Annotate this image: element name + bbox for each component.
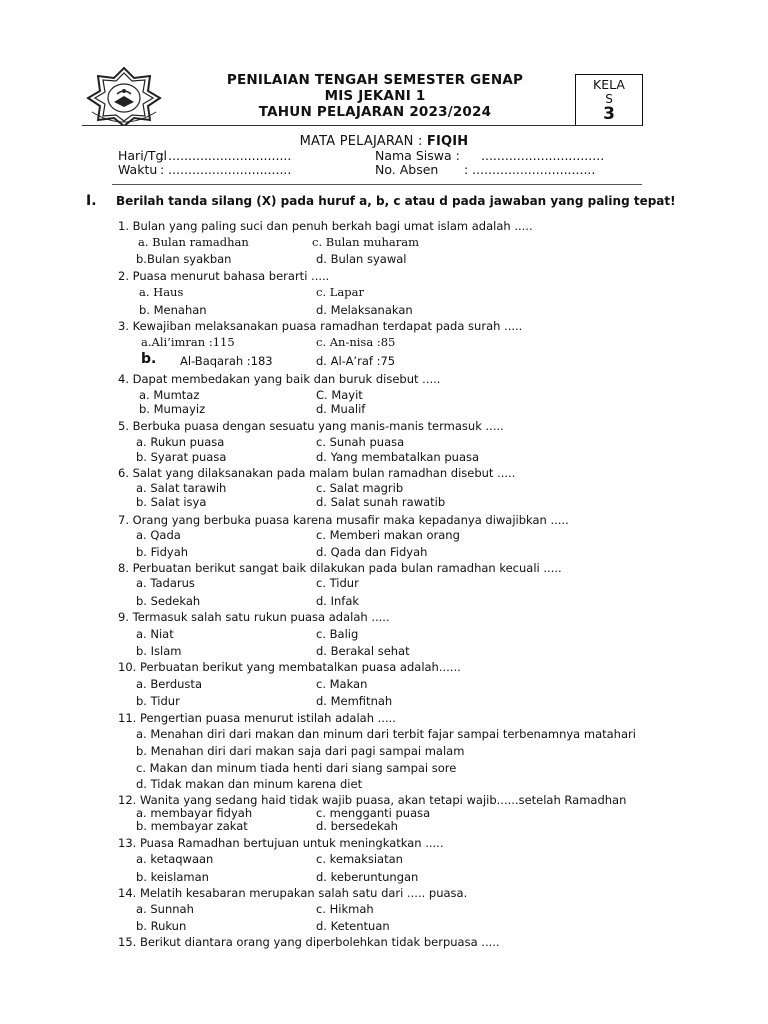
- q10-option-c[interactable]: c. Makan: [316, 677, 368, 691]
- q1-option-d[interactable]: d. Bulan syawal: [316, 252, 407, 266]
- section-number: I.: [86, 193, 97, 209]
- q11-option-a[interactable]: a. Menahan diri dari makan dan minum dari terbit fajar sampai terbenamnya matahari: [136, 727, 636, 741]
- q13-option-d[interactable]: d. keberuntungan: [316, 870, 419, 884]
- question-2: 2. Puasa menurut bahasa berarti .....: [118, 269, 330, 283]
- student-name-label: Nama Siswa :: [375, 148, 460, 163]
- school-name: MIS JEKANI 1: [324, 88, 426, 104]
- question-6: 6. Salat yang dilaksanakan pada malam bulan ramadhan disebut .....: [118, 466, 516, 480]
- q14-option-d[interactable]: d. Ketentuan: [316, 919, 390, 933]
- q10-option-a[interactable]: a. Berdusta: [136, 677, 202, 691]
- q9-option-d[interactable]: d. Berakal sehat: [316, 644, 410, 658]
- q13-option-b[interactable]: b. keislaman: [136, 870, 209, 884]
- q6-option-a[interactable]: a. Salat tarawih: [136, 481, 227, 495]
- q8-option-d[interactable]: d. Infak: [316, 594, 360, 608]
- q6-option-b[interactable]: b. Salat isya: [136, 495, 207, 509]
- q13-option-a[interactable]: a. ketaqwaan: [136, 852, 214, 866]
- class-label-cont: S: [605, 92, 613, 106]
- question-4: 4. Dapat membedakan yang baik dan buruk disebut .....: [118, 372, 441, 386]
- class-label: KELA: [593, 77, 625, 92]
- question-11: 11. Pengertian puasa menurut istilah adalah .....: [118, 711, 396, 725]
- q3-option-b-letter[interactable]: b.: [141, 351, 157, 367]
- school-logo-icon: [84, 66, 164, 126]
- question-8: 8. Perbuatan berikut sangat baik dilakukan pada bulan ramadhan kecuali .....: [118, 561, 562, 575]
- q10-option-d[interactable]: d. Memfitnah: [316, 694, 393, 708]
- q11-option-c[interactable]: c. Makan dan minum tiada henti dari siang sampai sore: [136, 761, 457, 775]
- question-3: 3. Kewajiban melaksanakan puasa ramadhan terdapat pada surah .....: [118, 319, 523, 333]
- header-divider: [82, 125, 642, 126]
- q5-option-b[interactable]: b. Syarat puasa: [136, 450, 227, 464]
- q11-option-d[interactable]: d. Tidak makan dan minum karena diet: [136, 777, 363, 791]
- identity-divider: [112, 184, 642, 185]
- absence-number-label: No. Absen: [375, 162, 439, 177]
- q12-option-a[interactable]: a. membayar fidyah: [136, 806, 253, 820]
- q7-option-c[interactable]: c. Memberi makan orang: [316, 528, 460, 542]
- question-1: 1. Bulan yang paling suci dan penuh berkah bagi umat islam adalah .....: [118, 219, 533, 233]
- class-value: 3: [603, 104, 615, 124]
- q7-option-b[interactable]: b. Fidyah: [136, 545, 189, 559]
- question-10: 10. Perbuatan berikut yang membatalkan puasa adalah......: [118, 660, 461, 674]
- q14-option-a[interactable]: a. Sunnah: [136, 902, 194, 916]
- q6-option-d[interactable]: d. Salat sunah rawatib: [316, 495, 446, 509]
- q12-option-d[interactable]: d. bersedekah: [316, 819, 398, 833]
- q4-option-b[interactable]: b. Mumayiz: [139, 402, 206, 416]
- q2-option-c[interactable]: c. Lapar: [316, 285, 364, 299]
- absence-number-field[interactable]: : ...............................: [464, 162, 596, 177]
- q2-option-a[interactable]: a. Haus: [139, 285, 184, 299]
- q1-option-c[interactable]: c. Bulan muharam: [312, 235, 420, 249]
- subject-line: [0, 134, 768, 149]
- q5-option-d[interactable]: d. Yang membatalkan puasa: [316, 450, 480, 464]
- subject-value: FIQIH: [426, 134, 469, 149]
- q2-option-d[interactable]: d. Melaksanakan: [316, 303, 413, 317]
- q4-option-a[interactable]: a. Mumtaz: [139, 388, 200, 402]
- q8-option-b[interactable]: b. Sedekah: [136, 594, 201, 608]
- q4-option-c[interactable]: C. Mayit: [316, 388, 363, 402]
- q5-option-c[interactable]: c. Sunah puasa: [316, 435, 405, 449]
- q2-option-b[interactable]: b. Menahan: [139, 303, 207, 317]
- question-7: 7. Orang yang berbuka puasa karena musafir maka kepadanya diwajibkan .....: [118, 513, 569, 527]
- exam-title: PENILAIAN TENGAH SEMESTER GENAP: [226, 72, 524, 88]
- q3-option-c[interactable]: c. An-nisa :85: [316, 335, 396, 349]
- question-15: 15. Berikut diantara orang yang diperbolehkan tidak berpuasa .....: [118, 935, 500, 949]
- q12-option-b[interactable]: b. membayar zakat: [136, 819, 248, 833]
- q12-option-c[interactable]: c. mengganti puasa: [316, 806, 431, 820]
- time-label: Waktu: [118, 162, 158, 177]
- student-name-field[interactable]: ...............................: [481, 148, 605, 163]
- section-instruction: Berilah tanda silang (X) pada huruf a, b, c atau d pada jawaban yang paling tepat!: [116, 194, 676, 208]
- q7-option-d[interactable]: d. Qada dan Fidyah: [316, 545, 428, 559]
- date-field[interactable]: : ...............................: [160, 148, 292, 163]
- date-label: Hari/Tgl: [118, 148, 167, 163]
- q13-option-c[interactable]: c. kemaksiatan: [316, 852, 403, 866]
- q5-option-a[interactable]: a. Rukun puasa: [136, 435, 225, 449]
- q14-option-b[interactable]: b. Rukun: [136, 919, 187, 933]
- subject-label: MATA PELAJARAN :: [299, 134, 427, 149]
- q9-option-c[interactable]: c. Balig: [316, 627, 359, 641]
- q3-option-d[interactable]: d. Al-A’raf :75: [316, 354, 396, 368]
- q9-option-b[interactable]: b. Islam: [136, 644, 182, 658]
- q3-option-a[interactable]: a.Ali’imran :115: [141, 335, 235, 349]
- q1-option-b[interactable]: b.Bulan syakban: [136, 252, 232, 266]
- q10-option-b[interactable]: b. Tidur: [136, 694, 180, 708]
- q9-option-a[interactable]: a. Niat: [136, 627, 174, 641]
- q14-option-c[interactable]: c. Hikmah: [316, 902, 374, 916]
- q4-option-d[interactable]: d. Mualif: [316, 402, 366, 416]
- question-13: 13. Puasa Ramadhan bertujuan untuk meningkatkan .....: [118, 836, 444, 850]
- time-field[interactable]: : ...............................: [160, 162, 292, 177]
- class-box: [575, 74, 643, 126]
- q7-option-a[interactable]: a. Qada: [136, 528, 181, 542]
- q1-option-a[interactable]: a. Bulan ramadhan: [138, 235, 249, 249]
- q8-option-a[interactable]: a. Tadarus: [136, 576, 195, 590]
- q11-option-b[interactable]: b. Menahan diri dari makan saja dari pagi sampai malam: [136, 744, 465, 758]
- q3-option-b[interactable]: Al-Baqarah :183: [180, 354, 273, 368]
- academic-year: TAHUN PELAJARAN 2023/2024: [258, 104, 492, 120]
- question-5: 5. Berbuka puasa dengan sesuatu yang manis-manis termasuk .....: [118, 419, 504, 433]
- question-12: 12. Wanita yang sedang haid tidak wajib puasa, akan tetapi wajib......setelah Ramadhan: [118, 793, 627, 807]
- q8-option-c[interactable]: c. Tidur: [316, 576, 359, 590]
- question-14: 14. Melatih kesabaran merupakan salah satu dari ..... puasa.: [118, 886, 468, 900]
- question-9: 9. Termasuk salah satu rukun puasa adalah .....: [118, 610, 390, 624]
- q6-option-c[interactable]: c. Salat magrib: [316, 481, 404, 495]
